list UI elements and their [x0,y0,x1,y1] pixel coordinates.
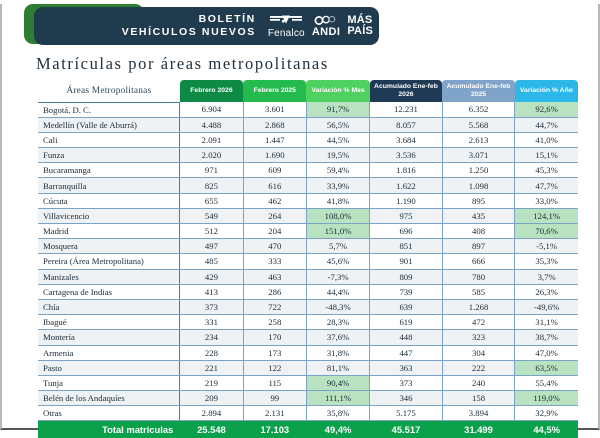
andi-rings-icon [313,15,339,26]
cell-var-mes: 5,7% [306,239,369,254]
cell-var-ano: 38,7% [515,330,578,345]
cell-acu-2026: 12.231 [370,102,443,117]
total-acu-2026: 45.517 [370,421,443,438]
total-feb-2025: 17.103 [243,421,306,438]
cell-acu-2025: 1.268 [442,299,515,314]
column-header-acu-2026: Acumulado Ene-feb 2026 [370,80,443,102]
cell-acu-2026: 851 [370,239,443,254]
cell-feb-2026: 373 [180,299,243,314]
cell-feb-2026: 234 [180,330,243,345]
cell-feb-2026: 221 [180,360,243,375]
cell-feb-2025: 470 [243,239,306,254]
table-foot [38,421,578,438]
cell-acu-2026: 1.622 [370,178,443,193]
cell-var-ano: 41,0% [515,132,578,147]
cell-area: Cúcuta [38,193,180,208]
cell-area: Madrid [38,224,180,239]
cell-feb-2026: 219 [180,375,243,390]
mas-label: MÁS [347,13,373,26]
cell-area: Pereira (Área Metropolitana) [38,254,180,269]
table-row [38,269,578,284]
fenalco-label: Fenalco [267,27,305,39]
cell-feb-2026: 512 [180,224,243,239]
table-row [38,315,578,330]
cell-acu-2026: 5.175 [370,406,443,421]
cell-acu-2025: 323 [442,330,515,345]
table-row [38,117,578,132]
column-header-var-ano: Variación % Año [515,80,578,102]
cell-feb-2026: 6.904 [180,102,243,117]
mas-pais-logo [347,15,373,38]
cell-acu-2026: 975 [370,208,443,223]
cell-area: Pasto [38,360,180,375]
cell-acu-2025: 435 [442,208,515,223]
table-row [38,178,578,193]
cell-var-ano: 26,3% [515,284,578,299]
cell-feb-2026: 971 [180,163,243,178]
cell-var-mes: 151,0% [306,224,369,239]
cell-acu-2026: 619 [370,315,443,330]
cell-feb-2026: 4.488 [180,117,243,132]
cell-var-ano: -5,1% [515,239,578,254]
table-row [38,345,578,360]
table-row [38,208,578,223]
table-row [38,163,578,178]
cell-var-ano: 55,4% [515,375,578,390]
header-row [38,80,578,102]
column-header-areas: Áreas Metropolitanas [38,80,180,102]
cell-feb-2026: 228 [180,345,243,360]
cell-var-ano: 92,6% [515,102,578,117]
pais-label: PAÍS [347,25,373,37]
cell-area: Manizales [38,269,180,284]
cell-var-ano: 31,1% [515,315,578,330]
cell-var-mes: 45,6% [306,254,369,269]
cell-var-ano: -49,6% [515,299,578,314]
table-row [38,254,578,269]
cell-feb-2025: 1.690 [243,148,306,163]
cell-feb-2025: 463 [243,269,306,284]
cell-area: Mosquera [38,239,180,254]
cell-acu-2025: 1.098 [442,178,515,193]
cell-var-ano: 44,7% [515,117,578,132]
cell-var-mes: 35,8% [306,406,369,421]
cell-var-ano: 35,3% [515,254,578,269]
cell-acu-2026: 901 [370,254,443,269]
fenalco-wings-icon [269,14,303,27]
cell-feb-2025: 333 [243,254,306,269]
cell-var-mes: 91,7% [306,102,369,117]
cell-area: Tunja [38,375,180,390]
cell-var-mes: 31,8% [306,345,369,360]
cell-feb-2026: 331 [180,315,243,330]
cell-feb-2025: 258 [243,315,306,330]
cell-feb-2025: 722 [243,299,306,314]
cell-acu-2025: 3.071 [442,148,515,163]
cell-var-ano: 70,6% [515,224,578,239]
cell-var-mes: 90,4% [306,375,369,390]
cell-var-mes: 19,5% [306,148,369,163]
cell-area: Belén de los Andaquíes [38,391,180,406]
cell-acu-2026: 639 [370,299,443,314]
cell-var-mes: 44,5% [306,132,369,147]
cell-feb-2026: 209 [180,391,243,406]
table-row [38,406,578,421]
cell-feb-2025: 99 [243,391,306,406]
cell-feb-2026: 413 [180,284,243,299]
cell-acu-2025: 666 [442,254,515,269]
cell-area: Bucaramanga [38,163,180,178]
table-row [38,148,578,163]
report-banner [24,4,379,44]
cell-feb-2025: 609 [243,163,306,178]
column-header-var-mes: Variación % Mes [306,80,369,102]
cell-var-mes: 111,1% [306,391,369,406]
cell-area: Cartagena de Indias [38,284,180,299]
cell-feb-2025: 2.131 [243,406,306,421]
cell-area: Otras [38,406,180,421]
cell-var-mes: 59,4% [306,163,369,178]
table-row [38,102,578,117]
cell-var-ano: 45,3% [515,163,578,178]
total-acu-2025: 31.499 [442,421,515,438]
cell-acu-2025: 158 [442,391,515,406]
cell-acu-2025: 897 [442,239,515,254]
banner-title [122,13,256,39]
cell-feb-2025: 2.868 [243,117,306,132]
table-row [38,391,578,406]
table-row [38,360,578,375]
cell-acu-2025: 408 [442,224,515,239]
cell-acu-2026: 809 [370,269,443,284]
cell-feb-2025: 3.601 [243,102,306,117]
table-row [38,132,578,147]
cell-var-ano: 3,7% [515,269,578,284]
cell-feb-2026: 825 [180,178,243,193]
cell-var-mes: 56,5% [306,117,369,132]
cell-var-mes: -48,3% [306,299,369,314]
table-row [38,299,578,314]
cell-var-mes: 44,4% [306,284,369,299]
table-head [38,80,578,102]
cell-area: Villavicencio [38,208,180,223]
cell-acu-2026: 373 [370,375,443,390]
andi-label: ANDI [311,25,341,38]
column-header-acu-2025: Acumulado Ene-feb 2025 [442,80,515,102]
cell-feb-2025: 204 [243,224,306,239]
cell-feb-2025: 616 [243,178,306,193]
metro-registrations-table-container [38,80,578,438]
cell-acu-2025: 3.894 [442,406,515,421]
cell-area: Chía [38,299,180,314]
cell-area: Cali [38,132,180,147]
cell-area: Funza [38,148,180,163]
cell-var-mes: 37,6% [306,330,369,345]
cell-acu-2025: 222 [442,360,515,375]
cell-acu-2026: 1.816 [370,163,443,178]
cell-feb-2026: 2.020 [180,148,243,163]
cell-acu-2025: 895 [442,193,515,208]
cell-feb-2025: 115 [243,375,306,390]
cell-area: Ibagué [38,315,180,330]
total-row [38,421,578,438]
page-title: Matrículas por áreas metropolitanas [36,54,329,73]
cell-feb-2025: 1.447 [243,132,306,147]
cell-feb-2026: 2.894 [180,406,243,421]
cell-feb-2026: 549 [180,208,243,223]
cell-var-ano: 32,9% [515,406,578,421]
page-root [0,4,600,436]
cell-feb-2026: 655 [180,193,243,208]
cell-feb-2025: 286 [243,284,306,299]
cell-acu-2025: 5.568 [442,117,515,132]
cell-acu-2026: 447 [370,345,443,360]
banner-title-line1: BOLETÍN [198,13,256,25]
cell-acu-2025: 585 [442,284,515,299]
fenalco-logo [268,14,305,39]
cell-acu-2025: 472 [442,315,515,330]
cell-var-ano: 47,0% [515,345,578,360]
cell-acu-2025: 780 [442,269,515,284]
cell-var-ano: 119,0% [515,391,578,406]
cell-acu-2026: 8.057 [370,117,443,132]
cell-acu-2026: 363 [370,360,443,375]
cell-var-mes: 33,9% [306,178,369,193]
cell-acu-2025: 240 [442,375,515,390]
table-row [38,284,578,299]
cell-var-mes: 41,8% [306,193,369,208]
cell-area: Bogotá, D. C. [38,102,180,117]
andi-logo [312,15,341,38]
cell-acu-2025: 304 [442,345,515,360]
cell-acu-2025: 2.613 [442,132,515,147]
cell-var-ano: 124,1% [515,208,578,223]
banner-dark-panel [34,7,379,45]
cell-var-ano: 15,1% [515,148,578,163]
table-row [38,330,578,345]
cell-acu-2025: 6.352 [442,102,515,117]
cell-area: Montería [38,330,180,345]
cell-feb-2025: 264 [243,208,306,223]
table-row [38,375,578,390]
cell-feb-2025: 173 [243,345,306,360]
cell-acu-2026: 3.536 [370,148,443,163]
total-feb-2026: 25.548 [180,421,243,438]
table-row [38,239,578,254]
cell-feb-2025: 170 [243,330,306,345]
total-var-ano: 44,5% [515,421,578,438]
cell-feb-2026: 2.091 [180,132,243,147]
table-body [38,102,578,421]
cell-acu-2025: 1.250 [442,163,515,178]
total-var-mes: 49,4% [306,421,369,438]
table-row [38,224,578,239]
cell-acu-2026: 1.190 [370,193,443,208]
metro-registrations-table [38,80,578,438]
cell-var-mes: -7,3% [306,269,369,284]
cell-var-ano: 47,7% [515,178,578,193]
cell-area: Barranquilla [38,178,180,193]
cell-var-mes: 108,0% [306,208,369,223]
cell-feb-2025: 122 [243,360,306,375]
cell-area: Armenia [38,345,180,360]
cell-var-ano: 63,5% [515,360,578,375]
cell-feb-2026: 485 [180,254,243,269]
cell-acu-2026: 346 [370,391,443,406]
logo-group [268,14,373,39]
cell-feb-2026: 429 [180,269,243,284]
column-header-feb-2026: Febrero 2026 [180,80,243,102]
cell-var-mes: 81,1% [306,360,369,375]
cell-var-ano: 33,0% [515,193,578,208]
cell-acu-2026: 739 [370,284,443,299]
cell-feb-2025: 462 [243,193,306,208]
cell-var-mes: 28,3% [306,315,369,330]
banner-title-line2: VEHÍCULOS NUEVOS [121,26,256,38]
cell-acu-2026: 696 [370,224,443,239]
total-label: Total matrículas [38,421,180,438]
cell-feb-2026: 497 [180,239,243,254]
column-header-feb-2025: Febrero 2025 [243,80,306,102]
cell-acu-2026: 448 [370,330,443,345]
cell-area: Medellín (Valle de Aburrá) [38,117,180,132]
cell-acu-2026: 3.684 [370,132,443,147]
table-row [38,193,578,208]
